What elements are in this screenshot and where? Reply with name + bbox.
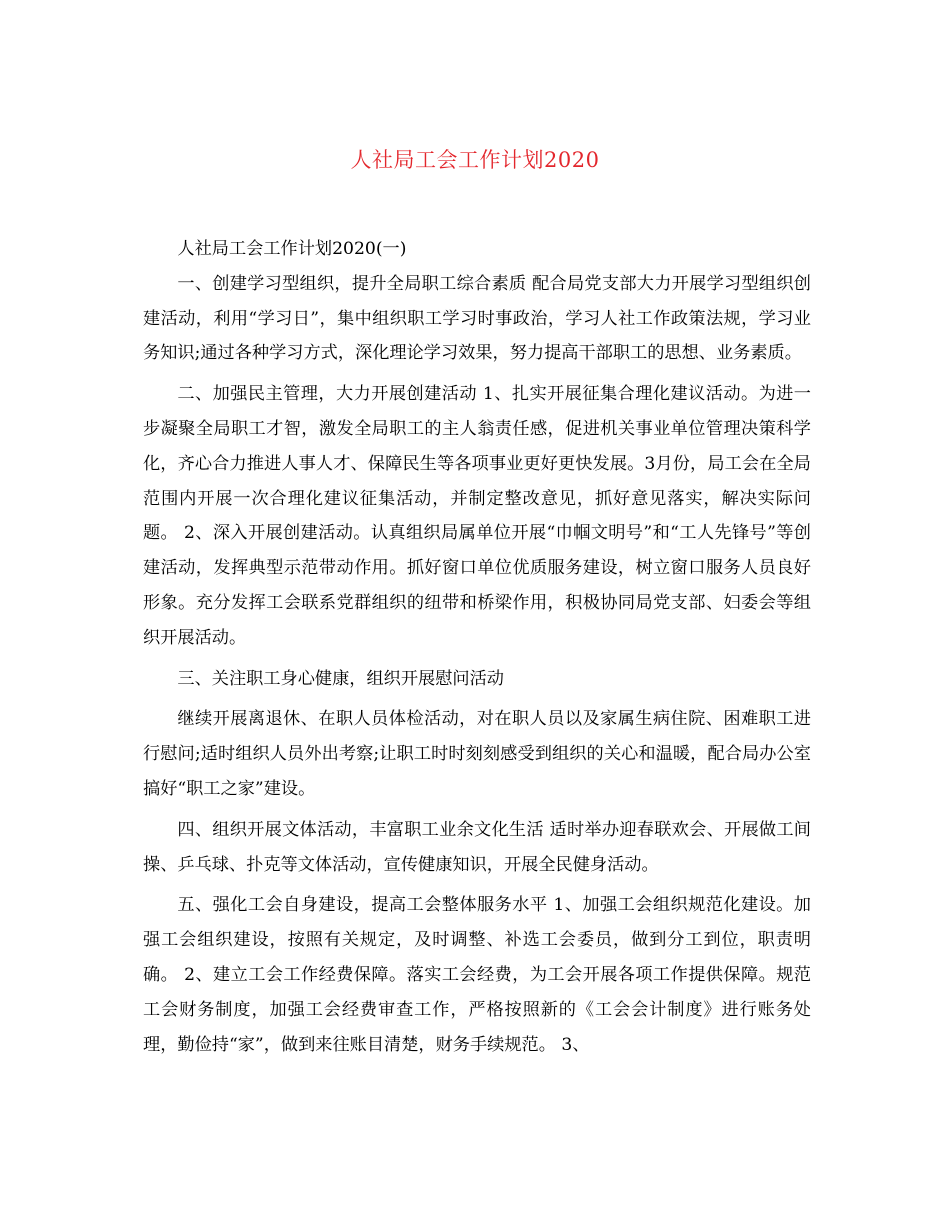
paragraph-cultural-activities: 四、组织开展文体活动，丰富职工业余文化生活 适时举办迎春联欢会、开展做工间操、乒乓球、扑克等文体活动，宣传健康知识，开展全民健身活动。 (143, 819, 811, 875)
paragraph-learning-organization: 一、创建学习型组织，提升全局职工综合素质 配合局党支部大力开展学习型组织创建活动，利用“学习日”，集中组织职工学习时事政治，学习人社工作政策法规，学习业务知识;通过各种学习方式，深化理论学习效果，努力提高干部职工的思想、业务素质。 (143, 273, 811, 364)
paragraph-democratic-management: 二、加强民主管理，大力开展创建活动 1、扎实开展征集合理化建议活动。为进一步凝聚全局职工才智，激发全局职工的主人翁责任感，促进机关事业单位管理决策科学化，齐心合力推进人事人才、保障民生等各项事业更好更快发展。3月份，局工会在全局范围内开展一次合理化建议征集活动，并制定整改意见，抓好意见落实，解决实际问题。 2、深入开展创建活动。认真组织局属单位开展“巾帼文明号”和“工人先锋号”等创建活动，发挥典型示范带动作用。抓好窗口单位优质服务建设，树立窗口服务人员良好形象。充分发挥工会联系党群组织的纽带和桥梁作用，积极协同局党支部、妇委会等组织开展活动。 (143, 384, 811, 648)
paragraph-health-heading: 三、关注职工身心健康，组织开展慰问活动 (177, 668, 504, 689)
document-title: 人社局工会工作计划2020 (350, 148, 600, 172)
subtitle-paragraph: 人社局工会工作计划2020(一) (177, 239, 407, 259)
paragraph-health-body: 继续开展离退休、在职人员体检活动，对在职人员以及家属生病住院、困难职工进行慰问;适时组织人员外出考察;让职工时时刻刻感受到组织的关心和温暖，配合局办公室搞好“职工之家”建设。 (143, 709, 811, 799)
document-body (143, 232, 811, 1062)
paragraph-union-building: 五、强化工会自身建设，提高工会整体服务水平 1、加强工会组织规范化建设。加强工会组织建设，按照有关规定，及时调整、补选工会委员，做到分工到位，职责明确。 2、建立工会工作经费保障。落实工会经费，为工会开展各项工作提供保障。规范工会财务制度，加强工会经费审查工作，严格按照新的《工会会计制度》进行账务处理，勤俭持“家”，做到来往账目清楚，财务手续规范。 3、 (143, 895, 811, 1055)
